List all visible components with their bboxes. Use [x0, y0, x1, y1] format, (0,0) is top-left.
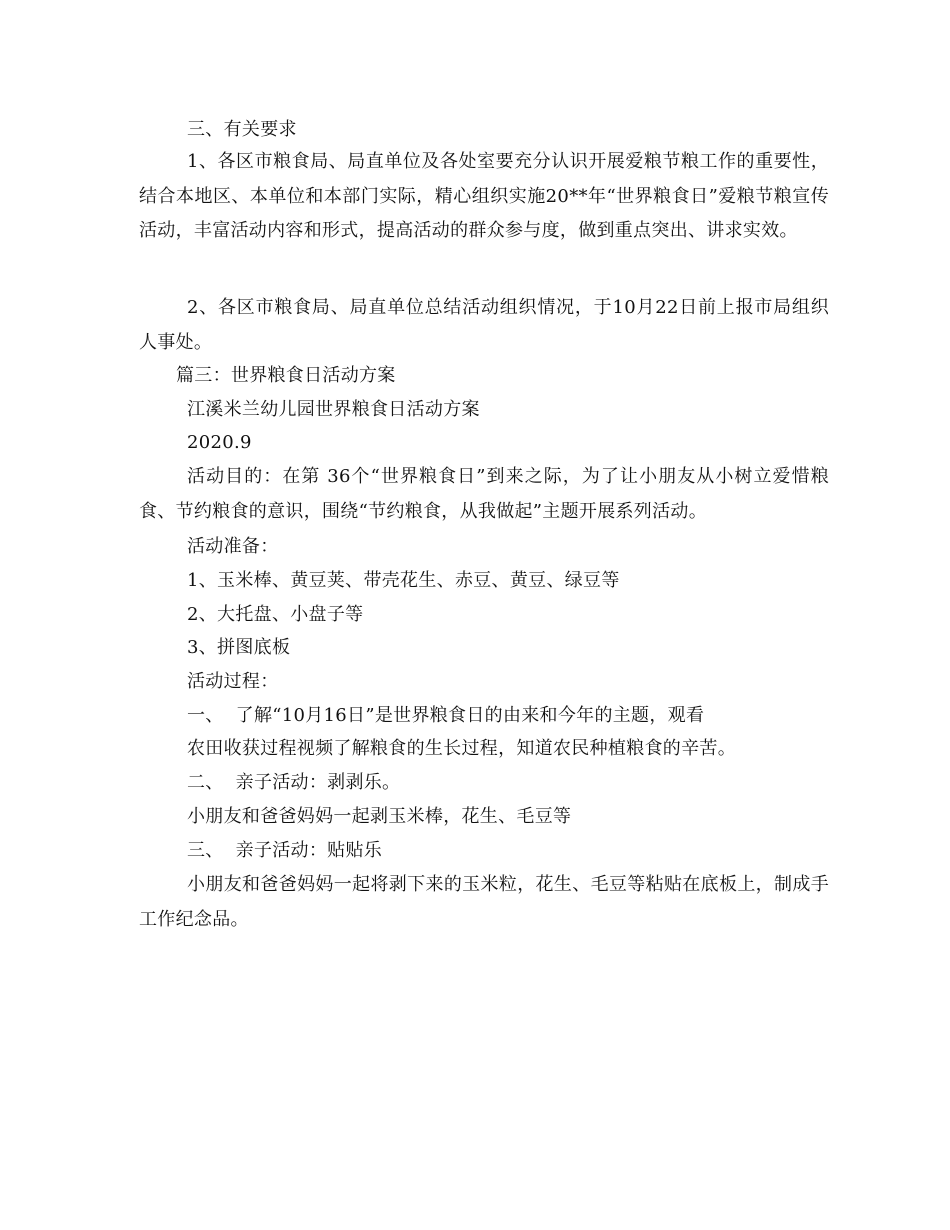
- section-heading: 三、有关要求: [187, 119, 297, 140]
- process-heading: 活动过程：: [187, 671, 279, 692]
- step-1-title: 一、 了解“10月16日”是世界粮食日的由来和今年的主题，观看: [187, 705, 705, 726]
- requirement-paragraph-1: 1、各区市粮食局、局直单位及各处室要充分认识开展爱粮节粮工作的重要性，结合本地区、本单位和本部门实际，精心组织实施20**年“世界粮食日”爱粮节粮宣传活动，丰富活动内容和形式，提高活动的群众参与度，做到重点突出、讲求实效。: [139, 151, 829, 241]
- step-2-title: 二、 亲子活动：剥剥乐。: [187, 772, 401, 793]
- article-title: 江溪米兰幼儿园世界粮食日活动方案: [187, 399, 480, 420]
- step-2-body: 小朋友和爸爸妈妈一起剥玉米棒，花生、毛豆等: [187, 806, 572, 827]
- prep-item: 3、拼图底板: [187, 637, 291, 658]
- prep-item: 1、玉米棒、黄豆荚、带壳花生、赤豆、黄豆、绿豆等: [187, 570, 620, 591]
- step-3-body: 小朋友和爸爸妈妈一起将剥下来的玉米粒，花生、毛豆等粘贴在底板上，制成手工作纪念品。: [139, 874, 829, 930]
- purpose-paragraph: 活动目的：在第 36个“世界粮食日”到来之际，为了让小朋友从小树立爱惜粮食、节约粮食的意识，围绕“节约粮食，从我做起”主题开展系列活动。: [139, 466, 829, 522]
- requirement-paragraph-2: 2、各区市粮食局、局直单位总结活动组织情况，于10月22日前上报市局组织人事处。: [139, 297, 829, 353]
- prep-item: 2、大托盘、小盘子等: [187, 604, 364, 625]
- article-date: 2020.9: [187, 432, 252, 453]
- step-1-body: 农田收获过程视频了解粮食的生长过程，知道农民种植粮食的辛苦。: [187, 738, 736, 759]
- prep-heading: 活动准备：: [187, 536, 279, 557]
- article-heading: 篇三：世界粮食日活动方案: [176, 365, 396, 386]
- step-3-title: 三、 亲子活动：贴贴乐: [187, 840, 383, 861]
